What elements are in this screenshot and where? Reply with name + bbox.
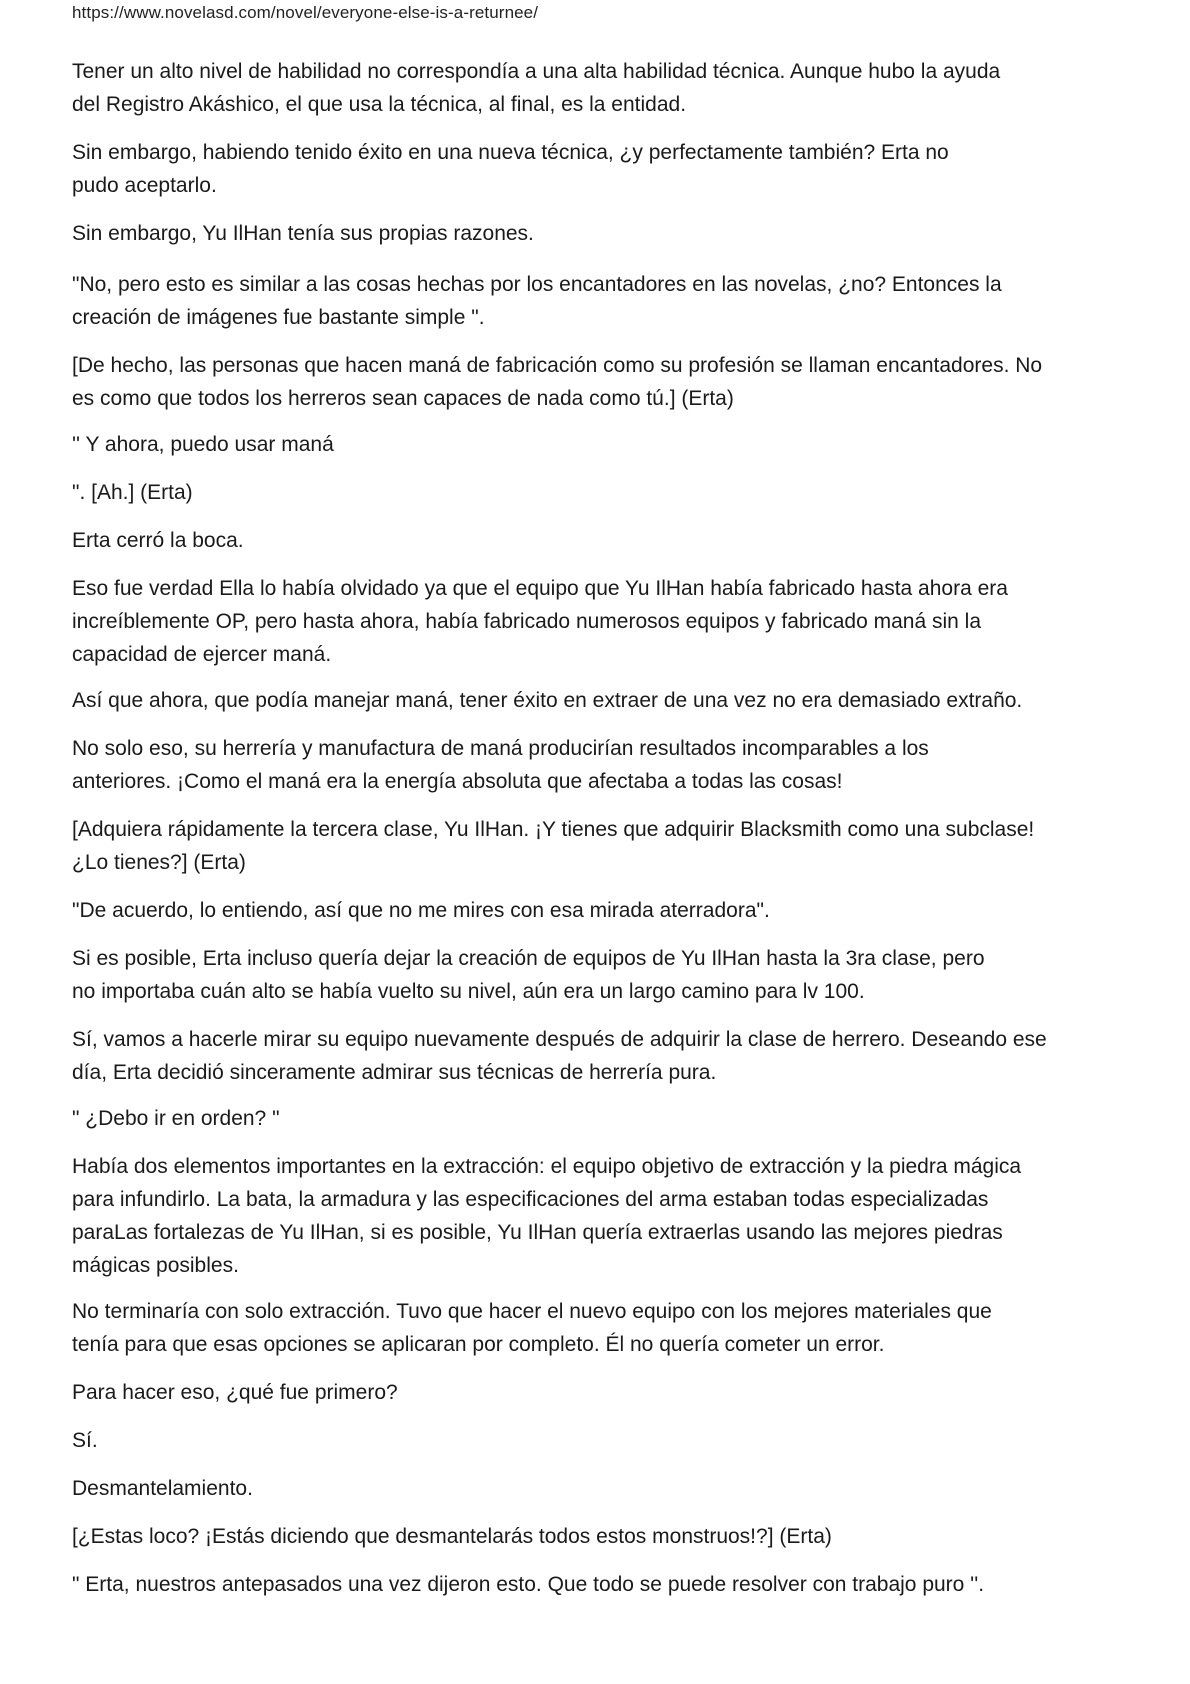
paragraph: Sin embargo, habiendo tenido éxito en una nueva técnica, ¿y perfectamente también? Erta no pudo aceptarlo. bbox=[72, 141, 949, 197]
paragraph: '' Y ahora, puedo usar maná bbox=[72, 433, 334, 456]
paragraph: Tener un alto nivel de habilidad no correspondía a una alta habilidad técnica. Aunque hubo la ayuda del Registro Akáshico, el que usa la técnica, al final, es la entidad. bbox=[72, 60, 1001, 116]
paragraph: ". [Ah.] (Erta) bbox=[72, 481, 193, 504]
paragraph: "No, pero esto es similar a las cosas hechas por los encantadores en las novelas, ¿no? Entonces la creación de imágenes fue bastante simple ". bbox=[72, 273, 1002, 329]
paragraph: " Erta, nuestros antepasados una vez dijeron esto. Que todo se puede resolver con trabajo puro ''. bbox=[72, 1573, 985, 1596]
paragraph: Había dos elementos importantes en la extracción: el equipo objetivo de extracción y la piedra mágica para infundirlo. La bata, la armadura y las especificaciones del arma estaban todas especializadas paraLas fortalezas de Yu IlHan, si es posible, Yu IlHan quería extraerlas usando las mejores piedras mágicas posibles. bbox=[72, 1155, 1022, 1277]
paragraph: Para hacer eso, ¿qué fue primero? bbox=[72, 1381, 398, 1404]
paragraph: Si es posible, Erta incluso quería dejar la creación de equipos de Yu IlHan hasta la 3ra clase, pero no importaba cuán alto se había vuelto su nivel, aún era un largo camino para lv 100. bbox=[72, 947, 985, 1003]
document-body bbox=[72, 55, 1112, 1616]
paragraph: "De acuerdo, lo entiendo, así que no me mires con esa mirada aterradora". bbox=[72, 899, 770, 922]
paragraph: No solo eso, su herrería y manufactura de maná producirían resultados incomparables a los anteriores. ¡Como el maná era la energía absoluta que afectaba a todas las cosas! bbox=[72, 737, 929, 793]
page-url: https://www.novelasd.com/novel/everyone-else-is-a-returnee/ bbox=[72, 3, 539, 22]
paragraph: Sí, vamos a hacerle mirar su equipo nuevamente después de adquirir la clase de herrero. Deseando ese día, Erta decidió sinceramente admirar sus técnicas de herrería pura. bbox=[72, 1028, 1047, 1084]
paragraph: No terminaría con solo extracción. Tuvo que hacer el nuevo equipo con los mejores materiales que tenía para que esas opciones se aplicaran por completo. Él no quería cometer un error. bbox=[72, 1300, 992, 1356]
paragraph: Así que ahora, que podía manejar maná, tener éxito en extraer de una vez no era demasiado extraño. bbox=[72, 689, 1023, 712]
paragraph: " ¿Debo ir en orden? " bbox=[72, 1107, 280, 1130]
paragraph: Desmantelamiento. bbox=[72, 1477, 253, 1500]
paragraph: [Adquiera rápidamente la tercera clase, Yu IlHan. ¡Y tienes que adquirir Blacksmith como una subclase! ¿Lo tienes?] (Erta) bbox=[72, 818, 1035, 874]
paragraph: [¿Estas loco? ¡Estás diciendo que desmantelarás todos estos monstruos!?] (Erta) bbox=[72, 1525, 832, 1548]
paragraph: Eso fue verdad Ella lo había olvidado ya que el equipo que Yu IlHan había fabricado hasta ahora era increíblemente OP, pero hasta ahora, había fabricado numerosos equipos y fabricado maná sin la capacidad de ejercer maná. bbox=[72, 577, 1008, 666]
paragraph: Sin embargo, Yu IlHan tenía sus propias razones. bbox=[72, 222, 534, 245]
paragraph: Sí. bbox=[72, 1429, 98, 1452]
paragraph: [De hecho, las personas que hacen maná de fabricación como su profesión se llaman encantadores. No es como que todos los herreros sean capaces de nada como tú.] (Erta) bbox=[72, 354, 1043, 410]
paragraph: Erta cerró la boca. bbox=[72, 529, 244, 552]
